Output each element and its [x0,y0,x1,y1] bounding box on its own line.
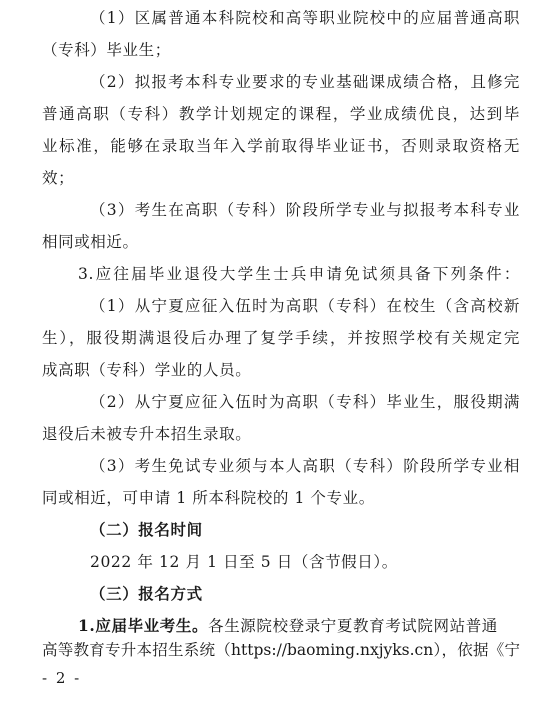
paragraph-line: 同或相近，可申请 1 所本科院校的 1 个专业。 [42,489,375,507]
subsection-heading-registration-method: （三）报名方式 [90,584,203,603]
lead-in-rest: 各生源院校登录宁夏教育考试院网站普通 [208,617,498,635]
paragraph-line: 相同或相近。 [42,233,139,251]
paragraph-line: 高等教育专升本招生系统（https://baoming.nxjyks.cn），依据《宁 [42,641,520,659]
lead-in-bold: 1.应届毕业考生。 [78,616,209,635]
section-heading-line: 3.应往届毕业退役大学生士兵申请免试须具备下列条件： [78,265,520,283]
paragraph-line: 效； [42,169,75,187]
paragraph-line: 生），服役期满退役后办理了复学手续，并按照学校有关规定完 [42,329,520,347]
registration-dates: 2022 年 12 月 1 日至 5 日（含节假日）。 [90,553,398,571]
paragraph-line: 业标准，能够在录取当年入学前取得毕业证书，否则录取资格无 [42,137,520,155]
paragraph-line: （3）考生免试专业须与本人高职（专科）阶段所学专业相 [90,457,520,475]
paragraph-line: 成高职（专科）学业的人员。 [42,361,252,379]
paragraph-line: （2）拟报考本科专业要求的专业基础课成绩合格，且修完 [90,73,520,91]
subsection-heading-registration-time: （二）报名时间 [90,520,203,539]
paragraph-line: （2）从宁夏应征入伍时为高职（专科）毕业生，服役期满 [90,393,520,411]
paragraph-line: （3）考生在高职（专科）阶段所学专业与拟报考本科专业 [90,201,520,219]
page-number: - 2 - [42,669,82,687]
paragraph-line: （1）区属普通本科院校和高等职业院校中的应届普通高职 [90,9,520,27]
paragraph-line [78,616,554,636]
paragraph-line: 普通高职（专科）教学计划规定的课程，学业成绩优良，达到毕 [42,105,520,123]
paragraph-line: （1）从宁夏应征入伍时为高职（专科）在校生（含高校新 [90,297,520,315]
paragraph-line: 退役后未被专升本招生录取。 [42,425,252,443]
paragraph-line: （专科）毕业生； [42,41,171,59]
